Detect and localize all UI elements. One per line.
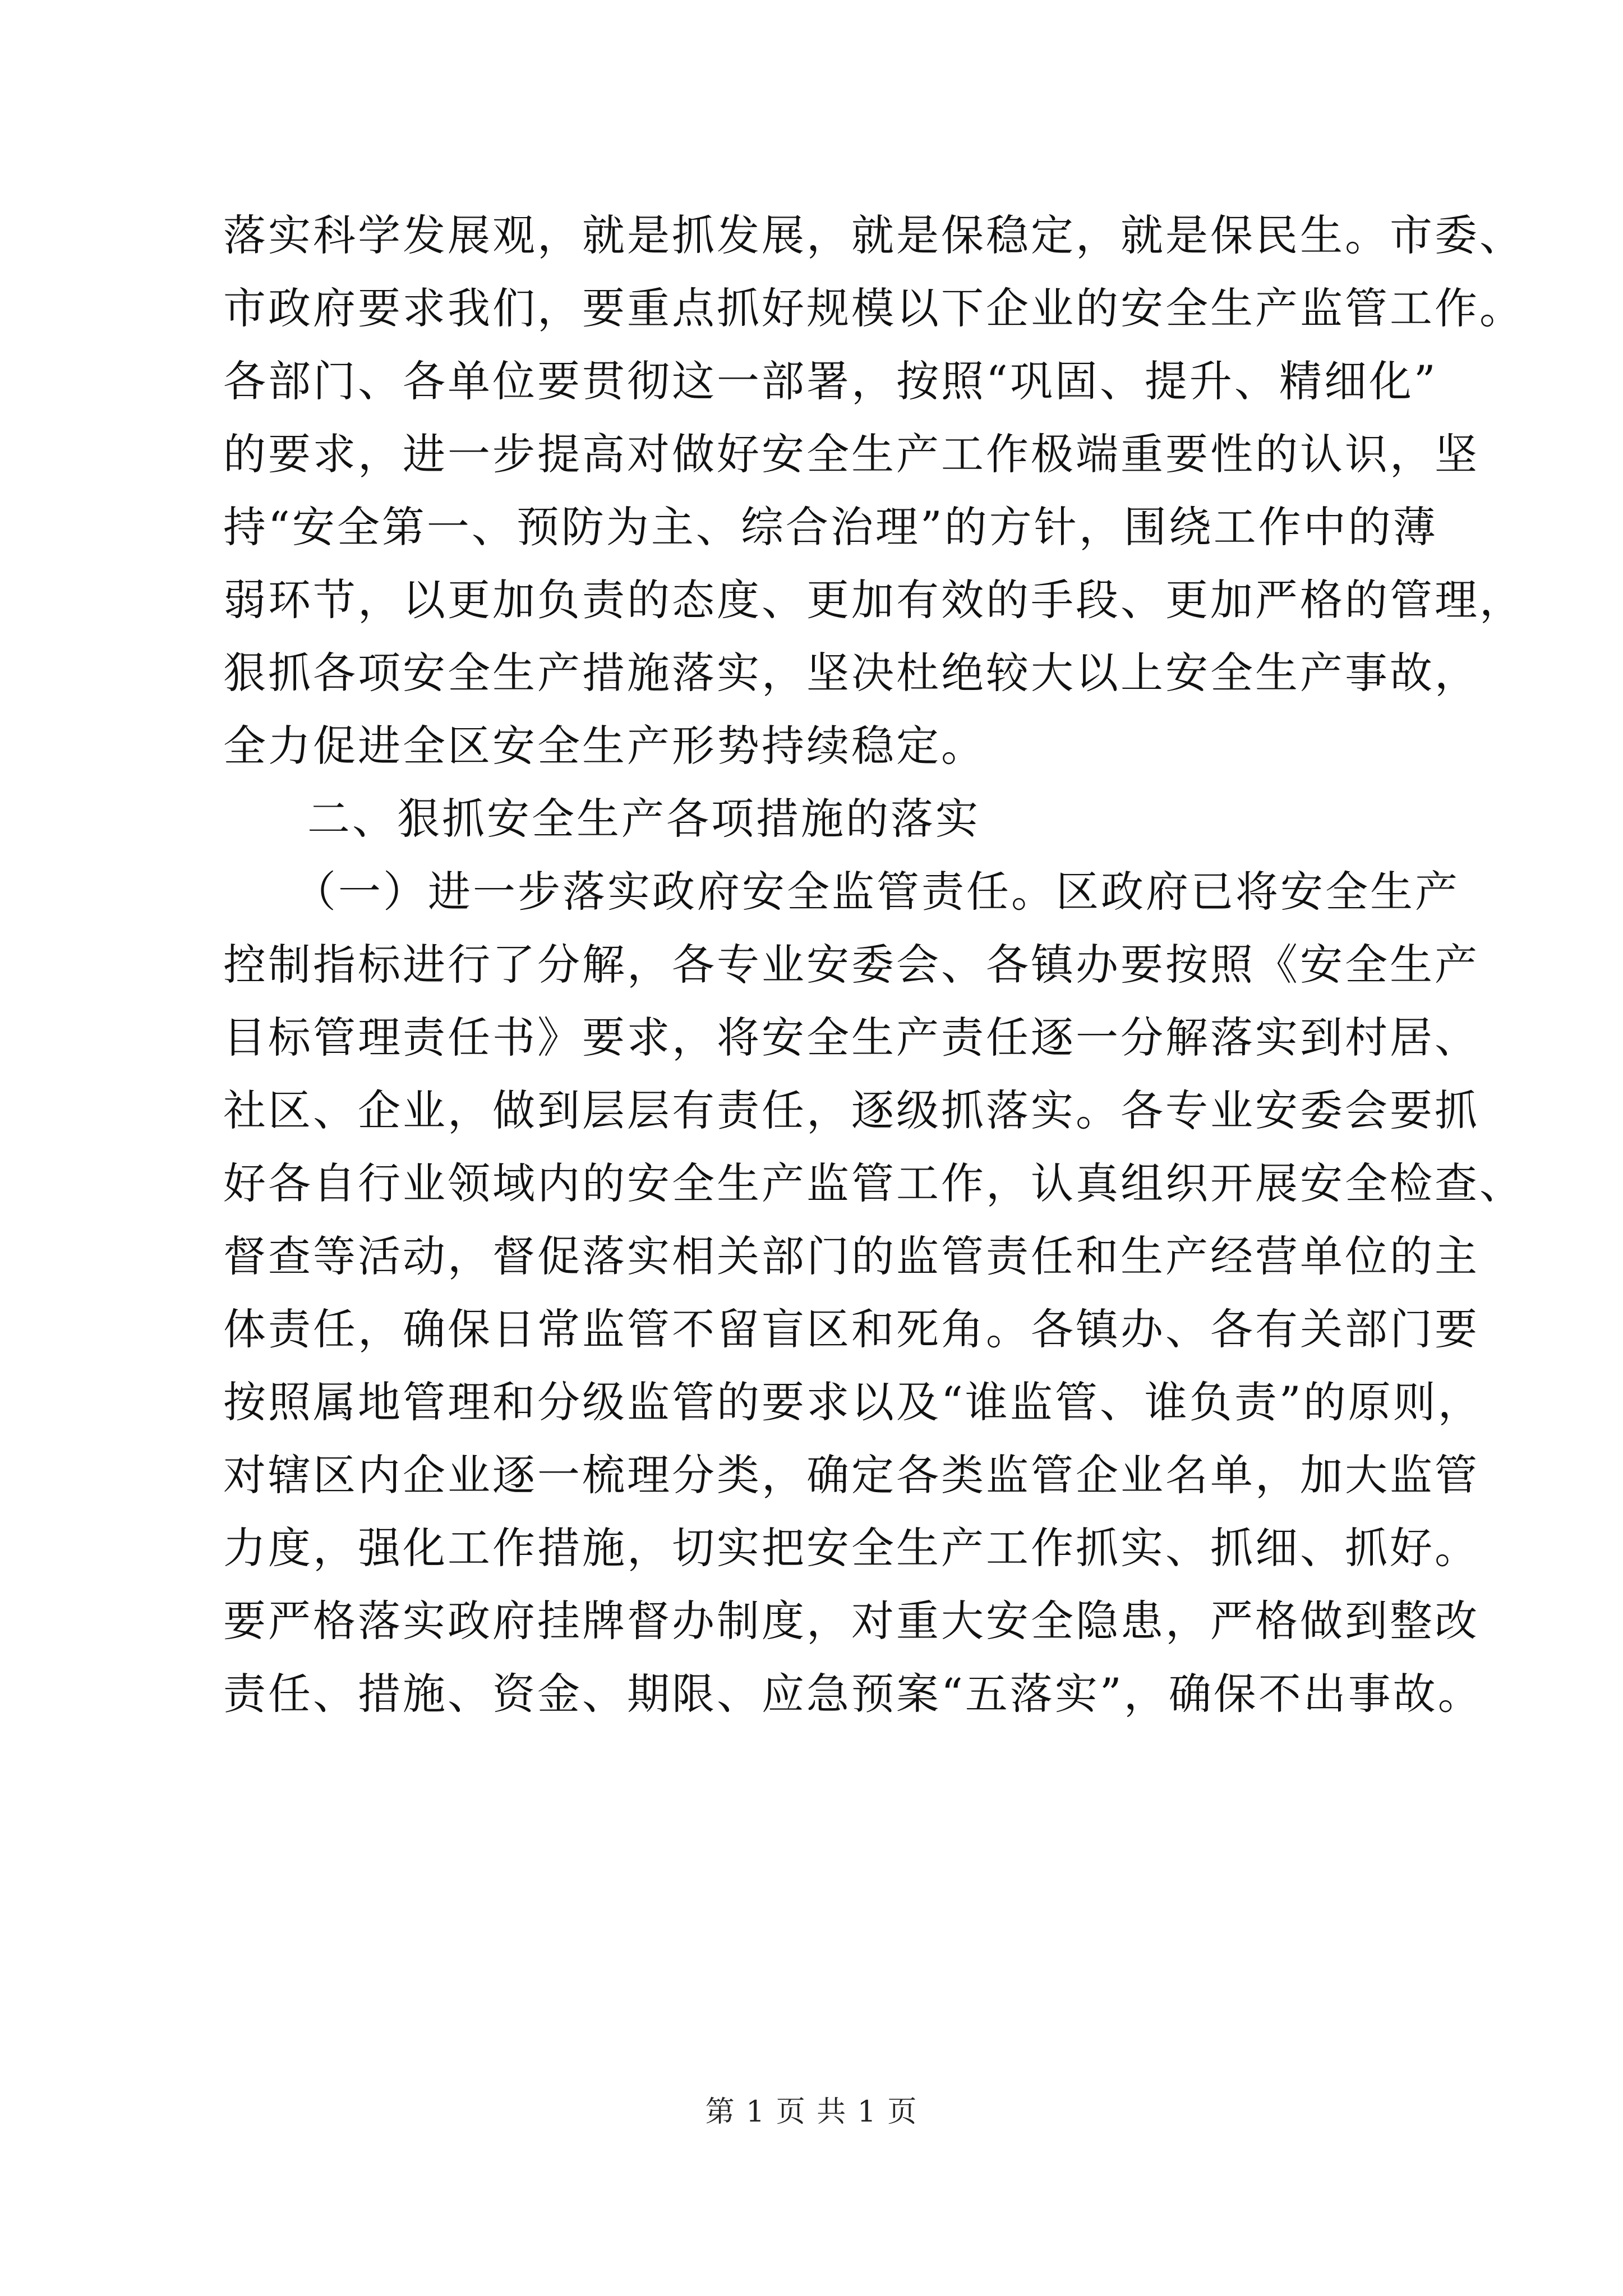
body-text-line: 督查等活动，督促落实相关部门的监管责任和生产经营单位的主: [223, 1231, 1479, 1281]
body-text-line: 落实科学发展观，就是抓发展，就是保稳定，就是保民生。市委、: [223, 210, 1524, 260]
body-text-line: 各部门、各单位要贯彻这一部署，按照“巩固、提升、精细化”: [223, 356, 1438, 406]
body-text-line: 控制指标进行了分解，各专业安委会、各镇办要按照《安全生产: [223, 940, 1479, 990]
body-text-line: 全力促进全区安全生产形势持续稳定。: [223, 721, 986, 771]
body-text-line: 市政府要求我们，要重点抓好规模以下企业的安全生产监管工作。: [223, 283, 1524, 333]
body-text-line: 力度，强化工作措施，切实把安全生产工作抓实、抓细、抓好。: [223, 1523, 1479, 1573]
body-text-line: 的要求，进一步提高对做好安全生产工作极端重要性的认识，坚: [223, 429, 1479, 479]
subsection-first-line: （一）进一步落实政府安全监管责任。区政府已将安全生产: [293, 867, 1460, 917]
body-text-line: 要严格落实政府挂牌督办制度，对重大安全隐患，严格做到整改: [223, 1596, 1479, 1646]
body-text-line: 弱环节，以更加负责的态度、更加有效的手段、更加严格的管理，: [223, 575, 1524, 625]
page-footer: 第 1 页 共 1 页: [705, 2095, 918, 2129]
body-text-line: 持“安全第一、预防为主、综合治理”的方针，围绕工作中的薄: [223, 502, 1438, 552]
body-text-line: 责任、措施、资金、期限、应急预案“五落实”，确保不出事故。: [223, 1669, 1483, 1719]
section-heading: 二、狠抓安全生产各项措施的落实: [307, 794, 980, 844]
body-text-line: 社区、企业，做到层层有责任，逐级抓落实。各专业安委会要抓: [223, 1085, 1479, 1135]
document-body: [223, 199, 1524, 1731]
body-text-line: 目标管理责任书》要求，将安全生产责任逐一分解落实到村居、: [223, 1013, 1479, 1062]
body-text-line: 体责任，确保日常监管不留盲区和死角。各镇办、各有关部门要: [223, 1304, 1479, 1354]
body-text-line: 对辖区内企业逐一梳理分类，确定各类监管企业名单，加大监管: [223, 1450, 1479, 1500]
body-text-line: 好各自行业领域内的安全生产监管工作，认真组织开展安全检查、: [223, 1158, 1524, 1208]
body-text-line: 狠抓各项安全生产措施落实，坚决杜绝较大以上安全生产事故，: [223, 648, 1479, 698]
body-text-line: 按照属地管理和分级监管的要求以及“谁监管、谁负责”的原则，: [223, 1377, 1483, 1427]
